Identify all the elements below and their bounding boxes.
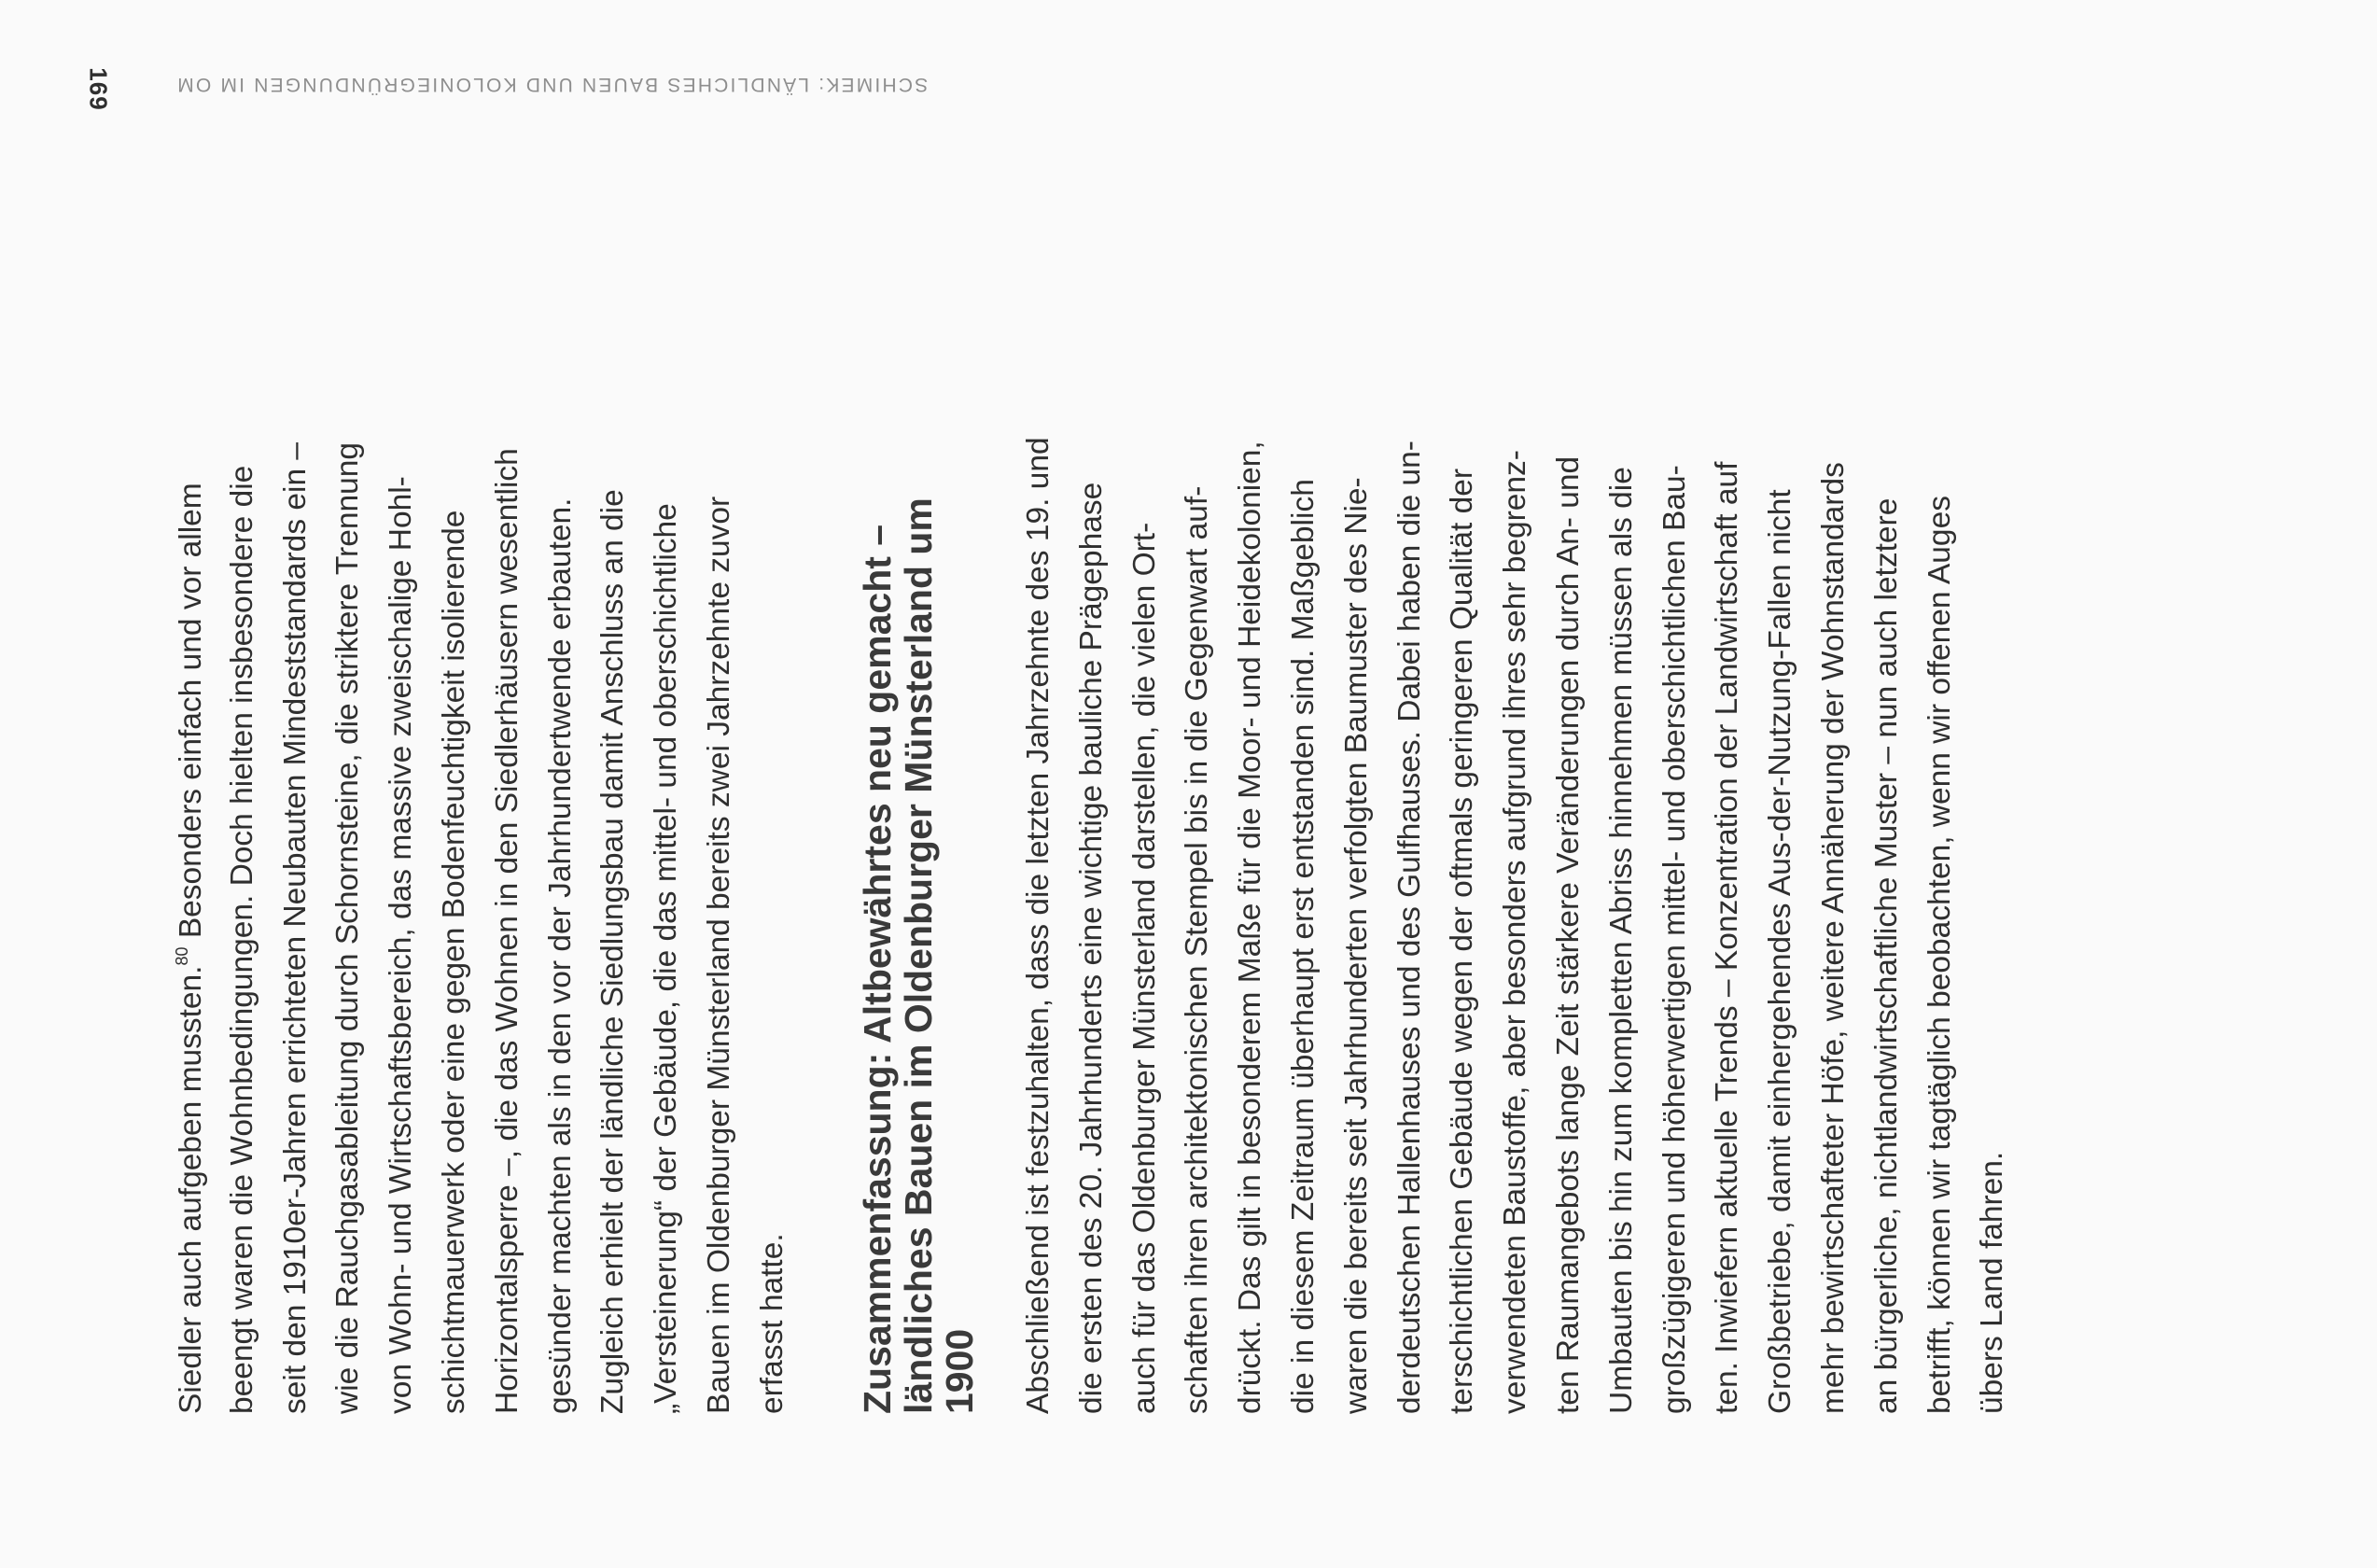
para2-line: auch für das Oldenburger Münsterland darstellen, die vielen Ort- — [1126, 522, 1162, 1414]
para1-line: Bauen im Oldenburger Münsterland bereits zwei Jahrzehnte zuvor — [702, 496, 736, 1414]
para2-line: die in diesem Zeitraum überhaupt erst entstanden sind. Maßgeblich — [1286, 479, 1321, 1414]
para2-line: übers Land fahren. — [1975, 1151, 2010, 1414]
para2-line: waren die bereits seit Jahrhunderten verfolgten Baumuster des Nie- — [1338, 477, 1374, 1414]
para2-line: Großbetriebe, damit einhergehendes Aus-der-Nutzung-Fallen nicht — [1763, 489, 1798, 1414]
para2-line: ten Raumangebots lange Zeit stärkere Veränderungen durch An- und — [1551, 455, 1586, 1414]
running-head: SCHIMEK: LÄNDLICHES BAUEN UND KOLONIEGRÜNDUNGEN IM OM — [175, 74, 929, 95]
para1-line: Zugleich erhielt der ländliche Siedlungsbau damit Anschluss an die — [595, 489, 631, 1414]
para2-line: verwendeten Baustoffe, aber besonders aufgrund ihres sehr begrenz- — [1498, 450, 1533, 1414]
heading-line: ländliches Bauen im Oldenburger Münsterland um — [897, 497, 940, 1414]
para1-line: schichtmauerwerk oder eine gegen Bodenfeuchtigkeit isolierende — [437, 510, 471, 1414]
para2-line: Umbauten bis hin zum kompletten Abriss hinnehmen müssen als die — [1603, 467, 1639, 1414]
para2-line: die ersten des 20. Jahrhunderts eine wichtige bauliche Prägephase — [1073, 482, 1109, 1414]
para2-line: betrifft, können wir tagtäglich beobachten, wenn wir offenen Auges — [1922, 496, 1957, 1414]
para1-line: Horizontalsperre –, die das Wohnen in den Siedlerhäusern wesentlich — [489, 448, 524, 1414]
para1-line: gesünder machten als in den vor der Jahrhundertwende erbauten. — [542, 497, 578, 1414]
para2-line: Abschließend ist festzuhalten, dass die letzten Jahrzehnte des 19. und — [1021, 437, 1056, 1414]
para2-line: an bürgerliche, nichtlandwirtschaftliche Muster – nun auch letztere — [1868, 497, 1904, 1414]
para1-line: wie die Rauchgasableitung durch Schornsteine, die striktere Trennung — [330, 442, 366, 1414]
heading-line: Zusammenfassung: Altbewährtes neu gemacht – — [856, 524, 899, 1414]
para1-line: von Wohn- und Wirtschaftsbereich, das massive zweischalige Hohl- — [384, 476, 419, 1414]
para1-line: „Versteinerung“ der Gebäude, die das mittel- und oberschichtliche — [649, 503, 684, 1414]
footnote-marker[interactable]: 80 — [173, 946, 191, 966]
line1-tail: Besonders einfach und vor allem — [174, 483, 208, 947]
page-number: 169 — [84, 67, 113, 111]
heading-line: 1900 — [938, 1328, 981, 1414]
para2-line: terschichtlichen Gebäude wegen der oftmals geringeren Qualität der — [1445, 468, 1480, 1414]
para2-line: schaften ihren architektonischen Stempel bis in die Gegenwart auf- — [1180, 485, 1215, 1414]
para2-line: großzügigeren und höherwertigen mittel- und oberschichtlichen Bau- — [1657, 465, 1692, 1414]
para1-line: erfasst hatte. — [754, 1233, 790, 1414]
para2-line: drückt. Das gilt in besonderem Maße für die Moor- und Heidekolonien, — [1233, 441, 1268, 1414]
para1-line: seit den 1910er-Jahren errichteten Neubauten Mindeststandards ein – — [277, 441, 313, 1414]
para2-line: derdeutschen Hallenhauses und des Gulfhauses. Dabei haben die un- — [1391, 441, 1427, 1414]
para1-line: Siedler auch aufgeben mussten.$^{80}$ Besonders einfach und vor allem — [173, 483, 208, 1414]
para2-line: ten. Inwiefern aktuelle Trends – Konzentration der Landwirtschaft auf — [1710, 461, 1745, 1414]
para1-line: beengt waren die Wohnbedingungen. Doch hielten insbesondere die — [224, 465, 259, 1414]
para2-line: mehr bewirtschafteter Höfe, weitere Annäherung der Wohnstandards — [1816, 462, 1851, 1414]
